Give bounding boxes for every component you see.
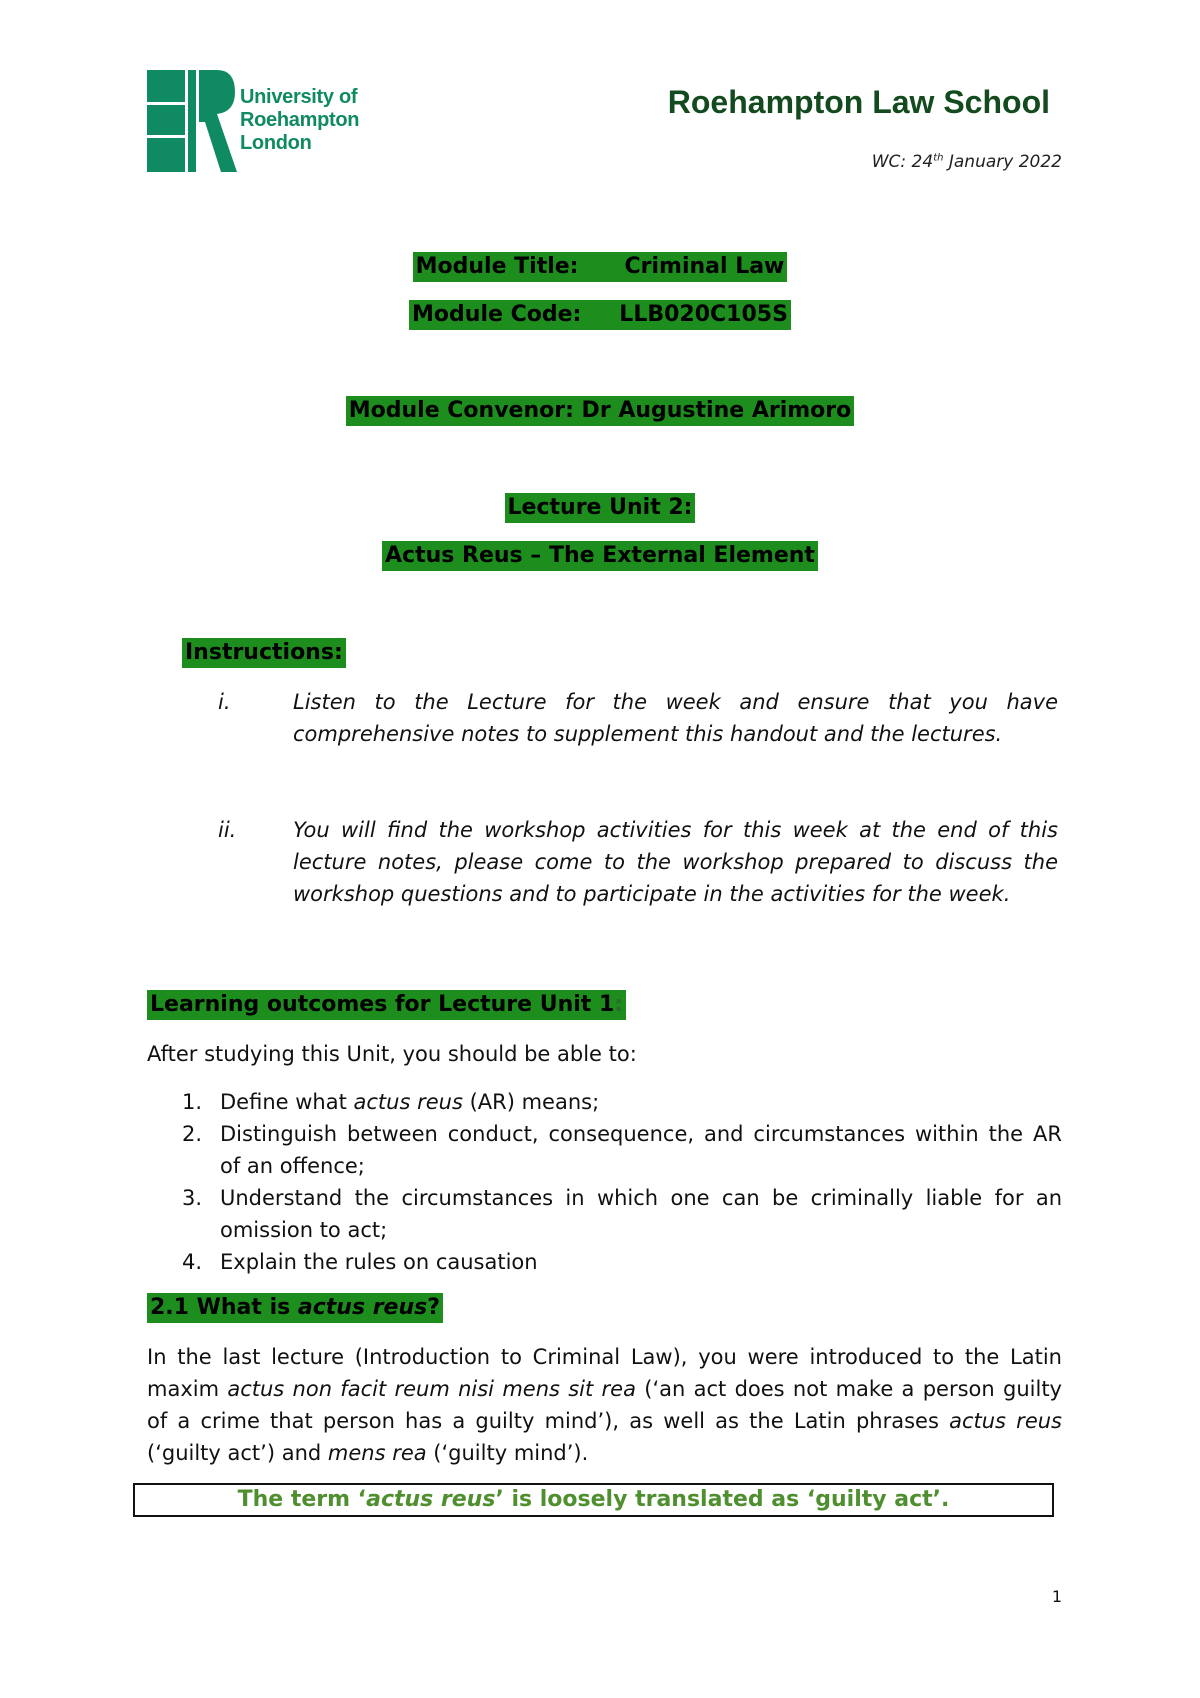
outcomes-heading: Learning outcomes for Lecture Unit 1: — [147, 990, 626, 1020]
module-convenor-row — [0, 396, 1200, 426]
module-code-value: LLB020C105S — [619, 302, 788, 327]
list-item: 3. Understand the circumstances in which one can be criminally liable for an omission to act; — [147, 1182, 1062, 1246]
instruction-number: ii. — [218, 818, 237, 842]
list-item-number: 3. — [182, 1186, 203, 1210]
outcomes-heading-row — [147, 990, 626, 1020]
section-heading-row — [147, 1293, 443, 1323]
section-2-1-heading: 2.1 What is actus reus? — [147, 1293, 443, 1323]
instruction-text: You will find the workshop activities for this week at the end of this lecture notes, please come to the workshop prepared to discuss the workshop questions and to participate in the activities for the week. — [293, 818, 1058, 906]
logo-line-2: Roehampton — [240, 109, 360, 131]
instruction-item — [218, 686, 1058, 750]
module-title-label: Module Title: — [415, 254, 579, 279]
logo-wordmark — [240, 86, 359, 155]
module-convenor: Module Convenor: Dr Augustine Arimoro — [346, 396, 855, 426]
module-code-row — [0, 300, 1200, 330]
list-item-number: 4. — [182, 1250, 203, 1274]
instruction-item — [218, 814, 1058, 910]
list-item: 2. Distinguish between conduct, consequence, and circumstances within the AR of an offence; — [147, 1118, 1062, 1182]
instruction-text: Listen to the Lecture for the week and ensure that you have comprehensive notes to supplement this handout and the lectures. — [293, 690, 1058, 746]
lecture-topic-row — [0, 541, 1200, 571]
module-code-highlight — [409, 300, 791, 330]
page-number: 1 — [1051, 1587, 1062, 1606]
module-title-value: Criminal Law — [624, 254, 785, 279]
outcomes-intro: After studying this Unit, you should be able to: — [147, 1042, 637, 1066]
instruction-number: i. — [218, 690, 231, 714]
logo-line-3: London — [240, 132, 312, 154]
list-item: 1. Define what actus reus (AR) means; — [147, 1086, 1062, 1118]
list-item: 4. Explain the rules on causation — [147, 1246, 1062, 1278]
lecture-unit-row — [0, 493, 1200, 523]
week-commencing: WC: 24th January 2022 — [871, 152, 1062, 172]
section-2-1-paragraph: In the last lecture (Introduction to Criminal Law), you were introduced to the Latin maxim actus non facit reum nisi mens sit rea (‘an act does not make a person guilty of a crime that person has a guilty mind’), as well as the Latin phrases actus reus (‘guilty act’) and mens rea (‘guilty mind’). — [147, 1345, 1062, 1465]
module-title-highlight — [413, 252, 788, 282]
module-title-row — [0, 252, 1200, 282]
outcomes-list — [147, 1086, 1062, 1278]
module-code-label: Module Code: — [412, 302, 582, 327]
logo-line-1: University of — [240, 86, 358, 108]
lecture-topic: Actus Reus – The External Element — [382, 541, 818, 571]
lecture-unit: Lecture Unit 2: — [505, 493, 696, 523]
instructions-heading-row — [182, 638, 346, 668]
instructions-heading: Instructions: — [182, 638, 346, 668]
school-name: Roehampton Law School — [667, 84, 1050, 120]
list-item-number: 1. — [182, 1090, 203, 1114]
definition-callout-box: The term ‘actus reus’ is loosely translated as ‘guilty act’. — [133, 1483, 1054, 1517]
list-item-number: 2. — [182, 1122, 203, 1146]
